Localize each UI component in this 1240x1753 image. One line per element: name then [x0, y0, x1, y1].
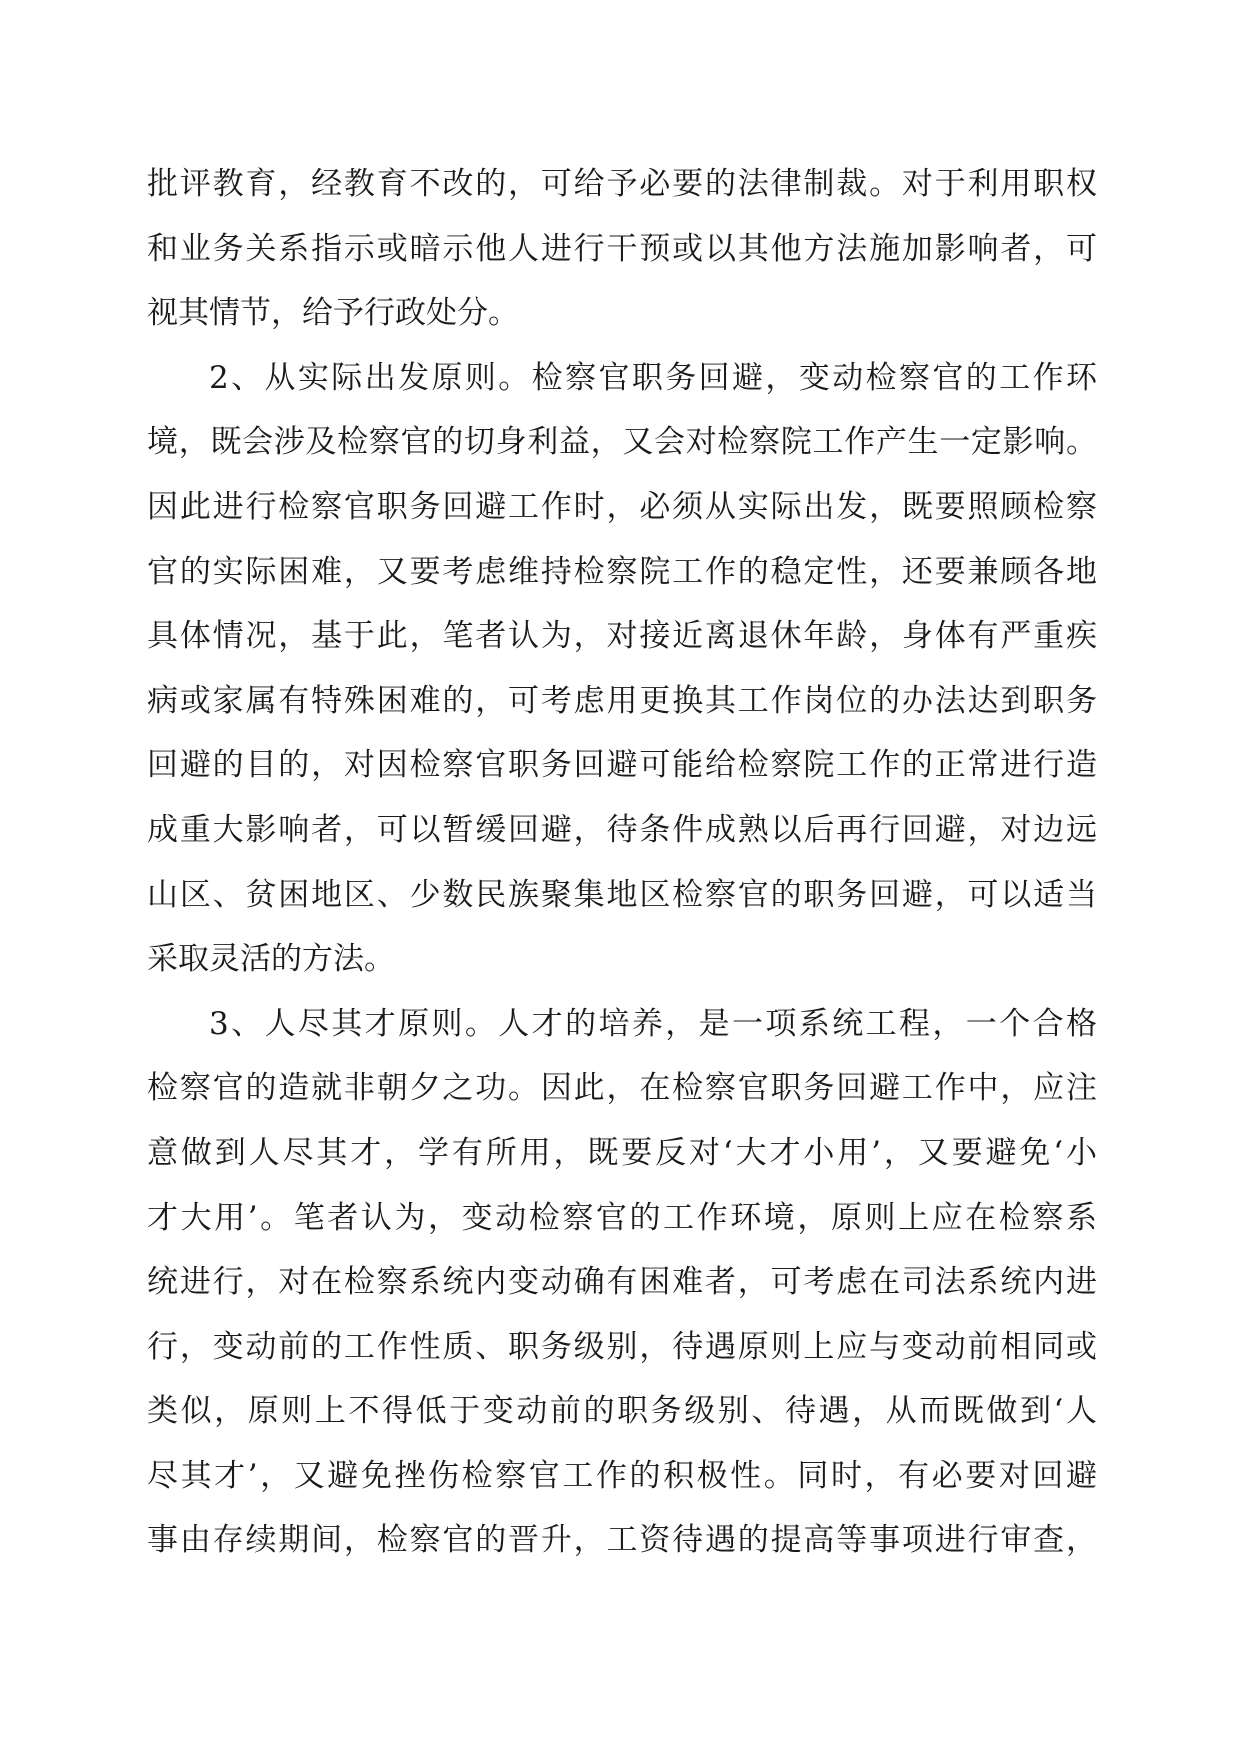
text-line: 行，变动前的工作性质、职务级别，待遇原则上应与变动前相同或 [147, 1328, 1097, 1365]
text-line: 类似，原则上不得低于变动前的职务级别、待遇，从而既做到‘人 [147, 1393, 1097, 1430]
text-line: 山区、贫困地区、少数民族聚集地区检察官的职务回避，可以适当 [147, 876, 1097, 913]
text-line: 统进行，对在检察系统内变动确有困难者，可考虑在司法系统内进 [147, 1264, 1097, 1301]
text-line: 因此进行检察官职务回避工作时，必须从实际出发，既要照顾检察 [147, 488, 1097, 525]
text-line: 官的实际困难，又要考虑维持检察院工作的稳定性，还要兼顾各地 [147, 553, 1097, 590]
text-line: 病或家属有特殊困难的，可考虑用更换其工作岗位的办法达到职务 [147, 682, 1097, 719]
text-line: 境，既会涉及检察官的切身利益，又会对检察院工作产生一定影响。 [147, 424, 1097, 461]
text-line: 具体情况，基于此，笔者认为，对接近离退休年龄，身体有严重疾 [147, 618, 1097, 655]
text-line: 事由存续期间，检察官的晋升，工资待遇的提高等事项进行审查， [147, 1522, 1097, 1559]
text-line: 才大用’。笔者认为，变动检察官的工作环境，原则上应在检察系 [147, 1199, 1097, 1236]
text-line: 批评教育，经教育不改的，可给予必要的法律制裁。对于利用职权 [147, 166, 1097, 202]
text-line: 成重大影响者，可以暂缓回避，待条件成熟以后再行回避，对边远 [147, 811, 1097, 848]
paragraph-3-first-line: 3、人尽其才原则。人才的培养，是一项系统工程，一个合格 [209, 1005, 1097, 1042]
text-line: 视其情节，给予行政处分。 [147, 295, 519, 332]
text-line: 采取灵活的方法。 [147, 941, 395, 978]
text-line: 意做到人尽其才，学有所用，既要反对‘大才小用’，又要避免‘小 [147, 1134, 1097, 1171]
paragraph-2-first-line: 2、从实际出发原则。检察官职务回避，变动检察官的工作环 [209, 359, 1097, 396]
text-line: 检察官的造就非朝夕之功。因此，在检察官职务回避工作中，应注 [147, 1070, 1097, 1107]
text-line: 尽其才’，又避免挫伤检察官工作的积极性。同时，有必要对回避 [147, 1457, 1097, 1494]
text-line: 和业务关系指示或暗示他人进行干预或以其他方法施加影响者，可 [147, 230, 1097, 267]
text-line: 回避的目的，对因检察官职务回避可能给检察院工作的正常进行造 [147, 747, 1097, 784]
body-text [147, 152, 1097, 1573]
